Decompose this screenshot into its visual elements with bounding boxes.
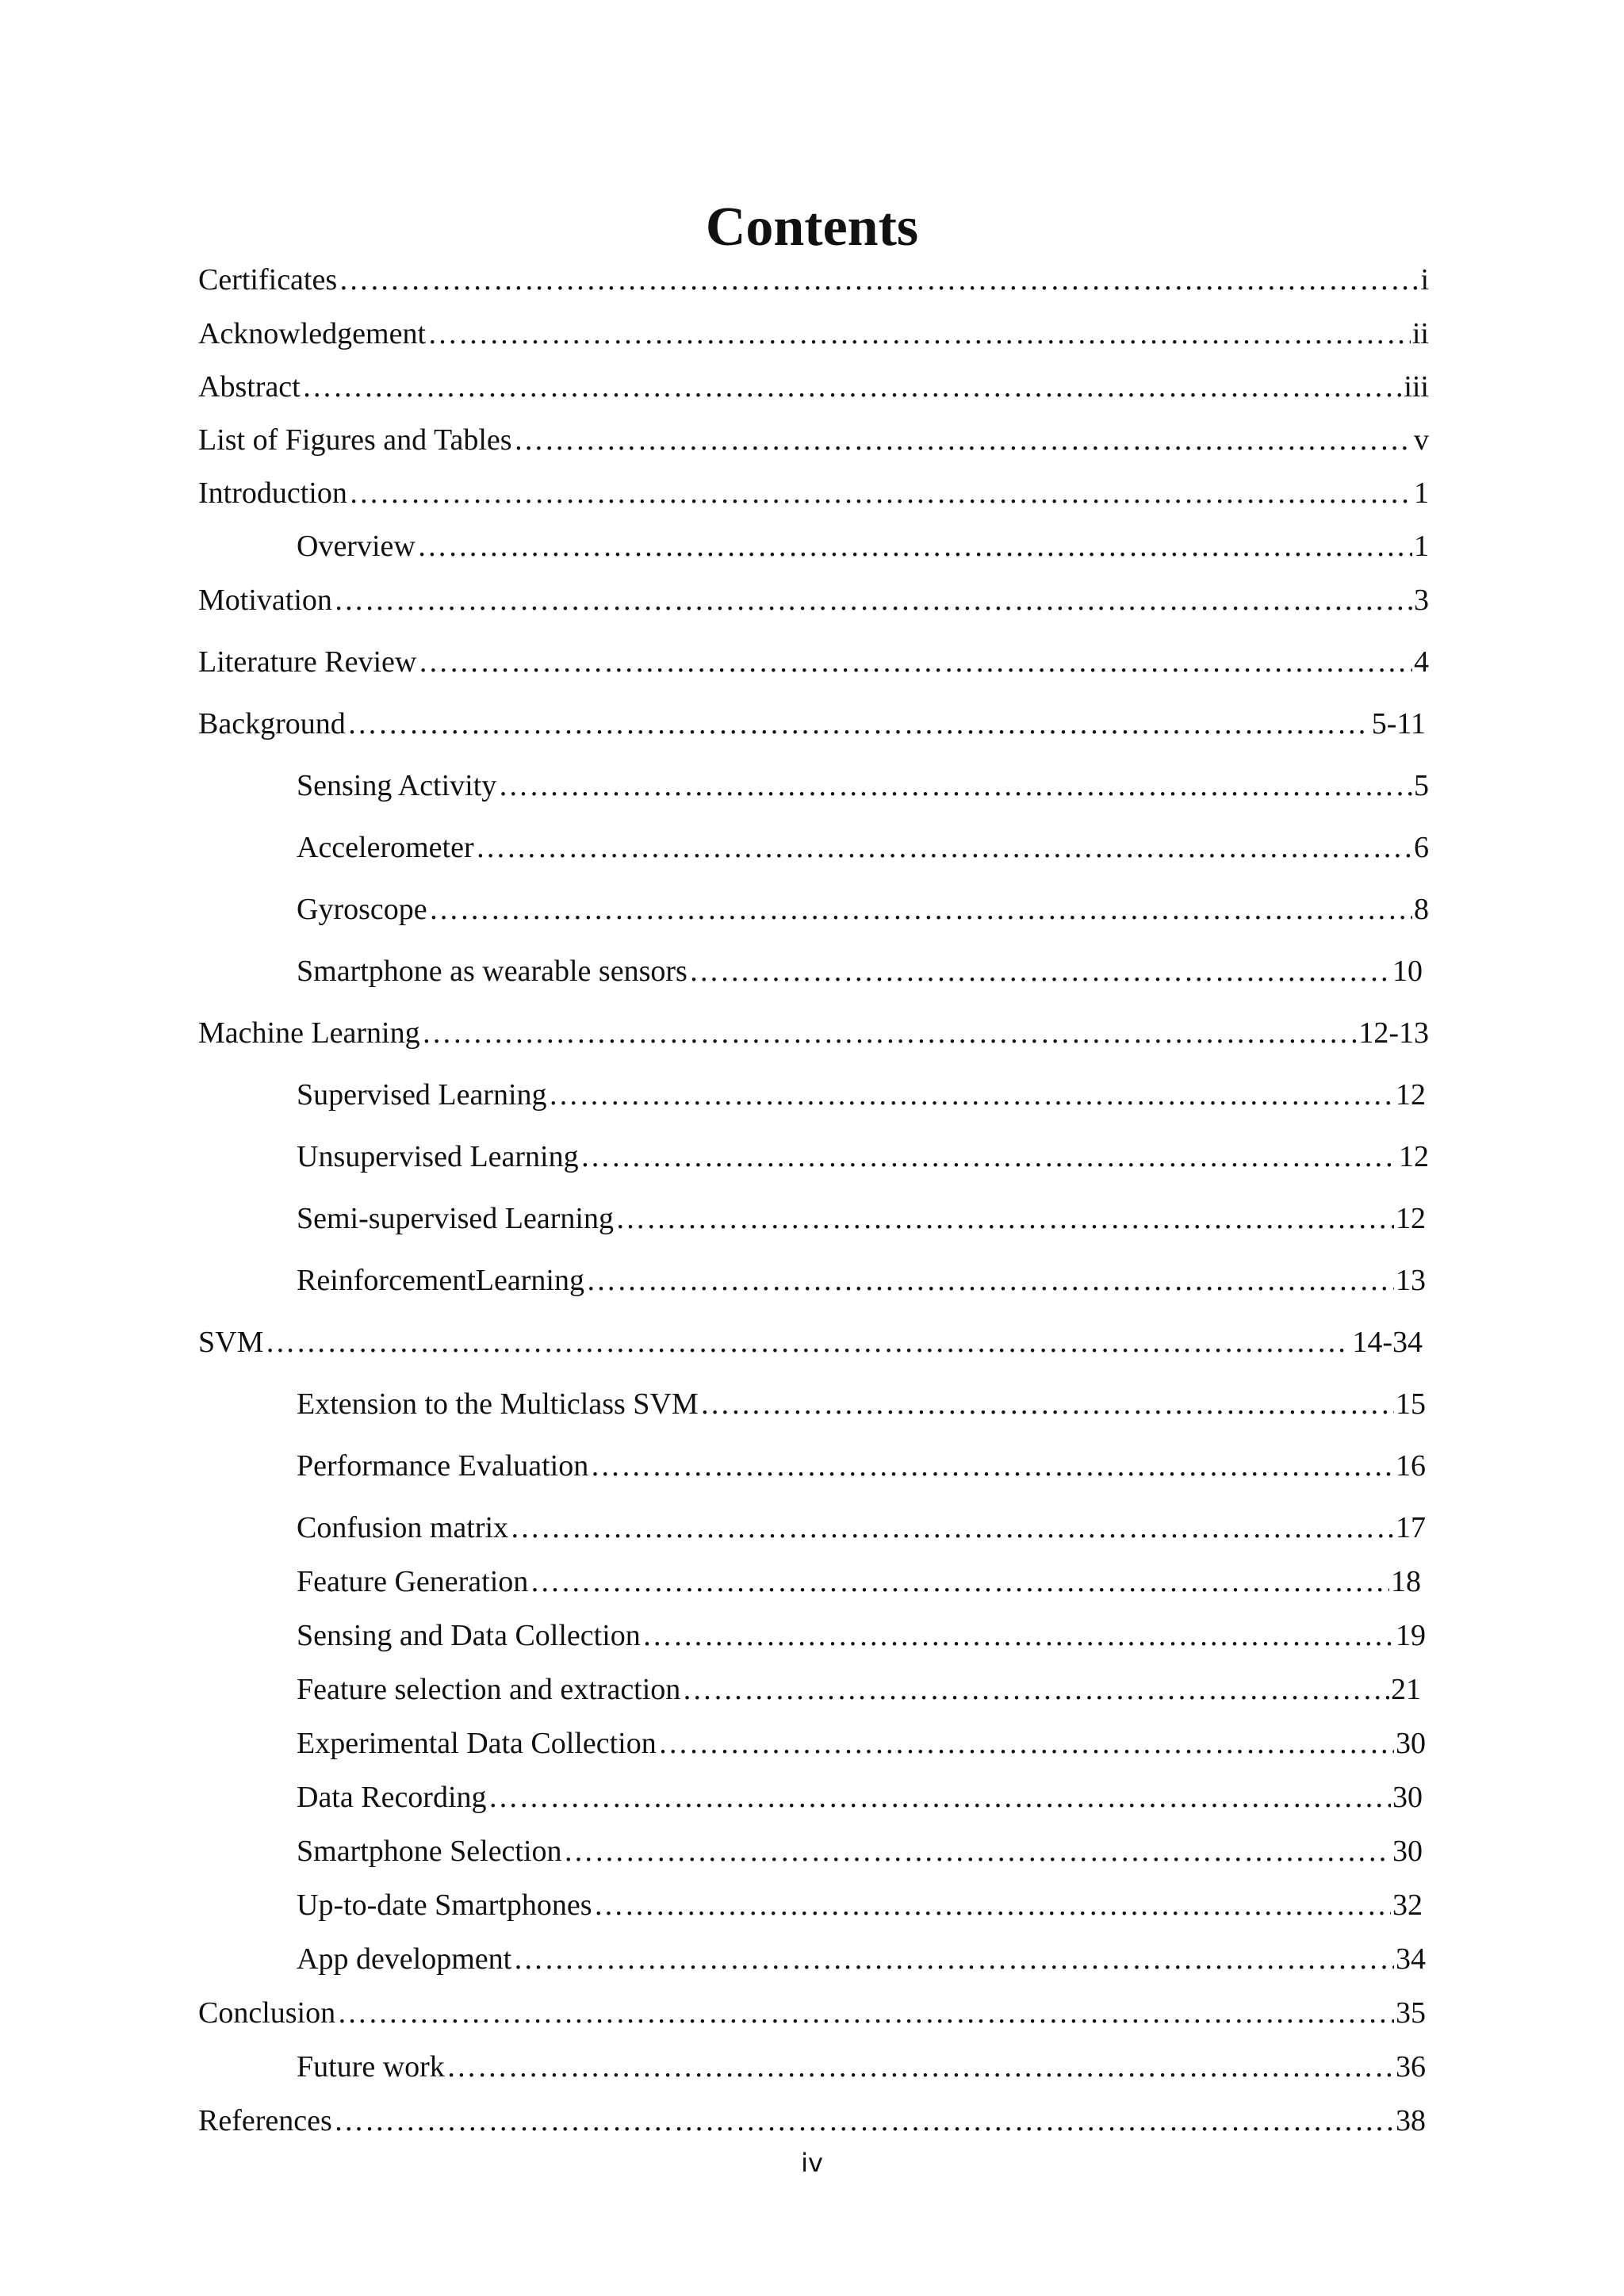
toc-subentry[interactable] xyxy=(297,1448,1426,1484)
toc-entry[interactable] xyxy=(198,369,1429,405)
toc-entry[interactable] xyxy=(198,1015,1429,1051)
toc-entry-label: SVM xyxy=(198,1326,264,1359)
toc-subentry[interactable] xyxy=(297,1671,1421,1708)
toc-subentry[interactable] xyxy=(297,1262,1426,1299)
toc-subentry[interactable] xyxy=(297,528,1429,564)
dot-leader xyxy=(530,1563,1389,1600)
toc-entry[interactable] xyxy=(198,706,1426,742)
dot-leader xyxy=(349,475,1412,511)
toc-entry-page: 38 xyxy=(1396,2104,1426,2137)
toc-entry-page: 12 xyxy=(1396,1202,1426,1235)
toc-entry-page: 35 xyxy=(1396,1996,1426,2030)
toc-entry-label: Data Recording xyxy=(297,1781,487,1814)
toc-entry[interactable] xyxy=(198,644,1429,680)
toc-entry-label: Unsupervised Learning xyxy=(297,1140,579,1173)
dot-leader xyxy=(422,1015,1358,1051)
toc-entry-page: 1 xyxy=(1414,476,1429,510)
toc-entry[interactable] xyxy=(198,1995,1426,2031)
toc-entry-label: Machine Learning xyxy=(198,1016,420,1050)
toc-entry-label: Accelerometer xyxy=(297,831,474,864)
toc-entry-page: 8 xyxy=(1414,893,1429,926)
toc-subentry[interactable] xyxy=(297,1077,1426,1113)
toc-subentry[interactable] xyxy=(297,953,1423,989)
toc-entry-label: Certificates xyxy=(198,263,338,297)
toc-entry-page: i xyxy=(1420,263,1429,297)
toc-entry-page: iii xyxy=(1404,370,1429,404)
dot-leader xyxy=(427,316,1411,352)
toc-entry[interactable] xyxy=(198,262,1429,298)
toc-entry[interactable] xyxy=(198,422,1429,458)
toc-entry[interactable] xyxy=(198,475,1429,511)
toc-entry-page: 34 xyxy=(1396,1942,1426,1976)
toc-entry-label: Abstract xyxy=(198,370,301,404)
toc-entry-label: Literature Review xyxy=(198,645,417,679)
toc-entry-label: Overview xyxy=(297,530,416,563)
toc-subentry[interactable] xyxy=(297,1386,1426,1422)
toc-entry-label: Motivation xyxy=(198,584,332,617)
toc-subentry[interactable] xyxy=(297,2049,1426,2085)
toc-entry-label: List of Figures and Tables xyxy=(198,423,512,457)
dot-leader xyxy=(347,706,1370,742)
toc-entry-page: 16 xyxy=(1396,1449,1426,1483)
toc-entry-page: ii xyxy=(1411,317,1429,350)
toc-entry-label: Acknowledgement xyxy=(198,317,427,350)
dot-leader xyxy=(417,528,1412,564)
toc-subentry[interactable] xyxy=(297,1617,1426,1654)
toc-subentry[interactable] xyxy=(297,1941,1426,1977)
dot-leader xyxy=(265,1324,1350,1360)
toc-entry-label: ReinforcementLearning xyxy=(297,1264,584,1297)
dot-leader xyxy=(334,2103,1394,2139)
dot-leader xyxy=(334,582,1412,618)
toc-entry-label: Feature selection and extraction xyxy=(297,1673,681,1706)
dot-leader xyxy=(513,1941,1394,1977)
toc-subentry[interactable] xyxy=(297,1138,1429,1175)
toc-entry-label: Gyroscope xyxy=(297,893,427,926)
dot-leader xyxy=(510,1510,1394,1546)
toc-entry-label: Semi-supervised Learning xyxy=(297,1202,614,1235)
toc-entry-page: 30 xyxy=(1392,1835,1423,1868)
toc-entry-page: 14-34 xyxy=(1352,1326,1423,1359)
toc-entry-page: v xyxy=(1414,423,1429,457)
toc-entry-label: App development xyxy=(297,1942,512,1976)
toc-entry-label: Introduction xyxy=(198,476,347,510)
toc-entry[interactable] xyxy=(198,316,1429,352)
toc-subentry[interactable] xyxy=(297,1833,1423,1869)
toc-entry-label: Feature Generation xyxy=(297,1565,529,1598)
toc-entry-label: Smartphone as wearable sensors xyxy=(297,955,688,988)
toc-entry-page: 36 xyxy=(1396,2050,1426,2084)
toc-entry[interactable] xyxy=(198,1324,1423,1360)
toc-entry-page: 6 xyxy=(1414,831,1429,864)
toc-entry-page: 18 xyxy=(1391,1565,1421,1598)
dot-leader xyxy=(682,1671,1389,1708)
dot-leader xyxy=(590,1448,1394,1484)
toc-entry-page: 10 xyxy=(1392,955,1423,988)
dot-leader xyxy=(418,644,1412,680)
dot-leader xyxy=(446,2049,1394,2085)
dot-leader xyxy=(488,1779,1391,1816)
dot-leader xyxy=(594,1887,1391,1923)
toc-subentry[interactable] xyxy=(297,1510,1426,1546)
toc-entry-page: 12 xyxy=(1399,1140,1429,1173)
toc-entry-page: 30 xyxy=(1396,1727,1426,1760)
toc-subentry[interactable] xyxy=(297,1563,1421,1600)
toc-entry-label: References xyxy=(198,2104,332,2137)
dot-leader xyxy=(429,891,1412,928)
dot-leader xyxy=(498,767,1412,804)
toc-entry-page: 5 xyxy=(1414,769,1429,802)
toc-entry-label: Smartphone Selection xyxy=(297,1835,562,1868)
toc-entry-page: 3 xyxy=(1414,584,1429,617)
dot-leader xyxy=(514,422,1412,458)
dot-leader xyxy=(564,1833,1391,1869)
page-number: iv xyxy=(801,2148,823,2178)
dot-leader xyxy=(580,1138,1397,1175)
toc-entry-label: Background xyxy=(198,707,346,740)
dot-leader xyxy=(586,1262,1394,1299)
toc-entry-page: 30 xyxy=(1392,1781,1423,1814)
toc-entry-page: 32 xyxy=(1392,1888,1423,1922)
dot-leader xyxy=(700,1386,1394,1422)
toc-entry-label: Conclusion xyxy=(198,1996,336,2030)
dot-leader xyxy=(658,1725,1394,1762)
toc-entry-label: Extension to the Multiclass SVM xyxy=(297,1387,699,1421)
toc-entry-page: 15 xyxy=(1396,1387,1426,1421)
toc-entry-label: Future work xyxy=(297,2050,445,2084)
toc-subentry[interactable] xyxy=(297,1779,1423,1816)
toc-entry-page: 17 xyxy=(1396,1511,1426,1544)
toc-subentry[interactable] xyxy=(297,1725,1426,1762)
dot-leader xyxy=(689,953,1391,989)
dot-leader xyxy=(615,1200,1394,1237)
dot-leader xyxy=(642,1617,1394,1654)
toc-subentry[interactable] xyxy=(297,829,1429,866)
toc-entry-label: Experimental Data Collection xyxy=(297,1727,657,1760)
toc-entry-label: Up-to-date Smartphones xyxy=(297,1888,592,1922)
toc-entry-label: Supervised Learning xyxy=(297,1078,547,1112)
toc-entry-page: 5-11 xyxy=(1371,707,1426,740)
toc-entry-page: 12 xyxy=(1396,1078,1426,1112)
toc-entry-label: Performance Evaluation xyxy=(297,1449,589,1483)
toc-entry-page: 19 xyxy=(1396,1619,1426,1652)
toc-entry-label: Sensing and Data Collection xyxy=(297,1619,641,1652)
toc-entry-page: 1 xyxy=(1414,530,1429,563)
dot-leader xyxy=(339,262,1419,298)
dot-leader xyxy=(302,369,1403,405)
toc-entry-label: Sensing Activity xyxy=(297,769,497,802)
toc-entry[interactable] xyxy=(198,582,1429,618)
dot-leader xyxy=(476,829,1412,866)
dot-leader xyxy=(337,1995,1394,2031)
toc-entry-page: 4 xyxy=(1414,645,1429,679)
toc-entry-page: 21 xyxy=(1391,1673,1421,1706)
toc-subentry[interactable] xyxy=(297,1887,1423,1923)
toc-subentry[interactable] xyxy=(297,767,1429,804)
toc-entry-label: Confusion matrix xyxy=(297,1511,509,1544)
page-title: Contents xyxy=(705,197,919,258)
dot-leader xyxy=(549,1077,1394,1113)
toc-subentry[interactable] xyxy=(297,1200,1426,1237)
toc-subentry[interactable] xyxy=(297,891,1429,928)
toc-entry[interactable] xyxy=(198,2103,1426,2139)
toc-entry-page: 13 xyxy=(1396,1264,1426,1297)
toc-entry-page: 12-13 xyxy=(1358,1016,1429,1050)
